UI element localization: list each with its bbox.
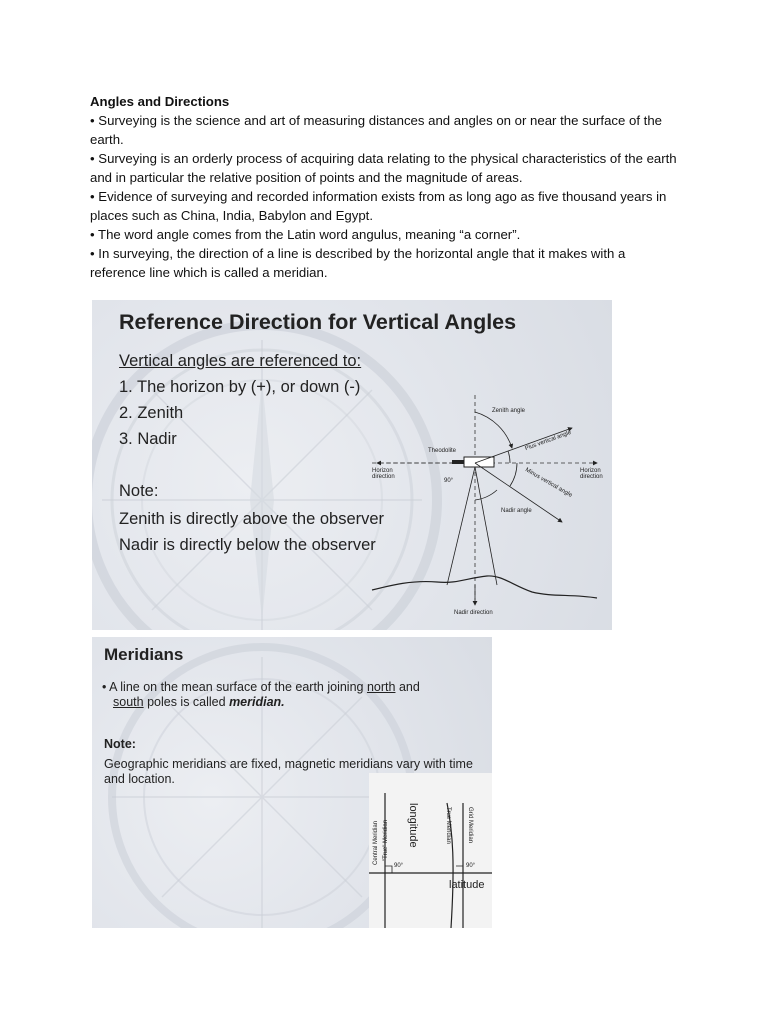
note-label: Note:: [104, 737, 136, 751]
document-text: [90, 92, 680, 282]
definition-text: and: [395, 680, 420, 694]
latitude-label: latitude: [449, 879, 485, 891]
grid-meridian-label: Grid Meridian: [467, 807, 473, 844]
nadir-angle-label: Nadir angle: [501, 508, 532, 514]
slide-subtitle: Vertical angles are referenced to:: [119, 352, 362, 370]
meridian-term: meridian.: [229, 695, 285, 709]
ninety-degree-right-label: 90°: [466, 863, 476, 869]
note-line: Zenith is directly above the observer: [119, 510, 385, 528]
slide-title: Meridians: [104, 645, 184, 664]
paragraph: • Surveying is an orderly process of acquiring data relating to the physical characteristics of the earth and in particular the relative position of points and the magnitude of areas.: [90, 151, 677, 185]
definition-text: poles is called: [143, 695, 230, 709]
paragraph: • In surveying, the direction of a line is described by the horizontal angle that it makes with a reference line which is called a meridian.: [90, 246, 626, 280]
central-meridian-label: Central Meridian: [373, 820, 379, 865]
plus-vertical-angle-label: Plus vertical angle: [524, 429, 573, 453]
true-meridian-quoted-label: "True" Meridian: [383, 819, 389, 861]
paragraph: • Surveying is the science and art of measuring distances and angles on or near the surface of the earth.: [90, 113, 663, 147]
horizon-direction-left-label: Horizon direction: [372, 468, 395, 480]
longitude-label: longitude: [407, 803, 419, 848]
ninety-degree-left-label: 90°: [394, 863, 404, 869]
list-item: 3. Nadir: [119, 430, 177, 448]
slide-vertical-angles: [92, 300, 612, 630]
list-item: 1. The horizon by (+), or down (-): [119, 378, 361, 396]
note-text: Geographic meridians are fixed, magnetic meridians vary with time and location.: [104, 757, 473, 786]
meridian-definition: [102, 680, 482, 710]
minus-vertical-angle-label: Minus vertical angle: [524, 467, 573, 499]
ninety-degree-label: 90°: [444, 478, 454, 484]
theodolite-label: Theodolite: [428, 448, 457, 454]
document-heading: Angles and Directions: [90, 94, 230, 109]
slide-meridians: [92, 637, 492, 928]
paragraph: • The word angle comes from the Latin word angulus, meaning “a corner”.: [90, 227, 521, 242]
paragraph: • Evidence of surveying and recorded information exists from as long ago as five thousand years in places such as China, India, Babylon and Egypt.: [90, 189, 667, 223]
nadir-direction-label: Nadir direction: [454, 610, 493, 616]
note-label: Note:: [119, 482, 159, 500]
horizon-direction-right-label: Horizon direction: [580, 468, 603, 480]
vertical-angle-diagram: [92, 300, 612, 630]
true-meridian-label: True Meridian: [445, 807, 451, 844]
south-term: south: [113, 695, 144, 709]
zenith-angle-label: Zenith angle: [492, 408, 526, 414]
meridian-inset-diagram: [369, 773, 492, 928]
note-line: Nadir is directly below the observer: [119, 536, 376, 554]
definition-text: • A line on the mean surface of the earth joining: [102, 680, 367, 694]
list-item: 2. Zenith: [119, 404, 184, 422]
slide-title: Reference Direction for Vertical Angles: [119, 310, 517, 334]
north-term: north: [366, 680, 396, 694]
